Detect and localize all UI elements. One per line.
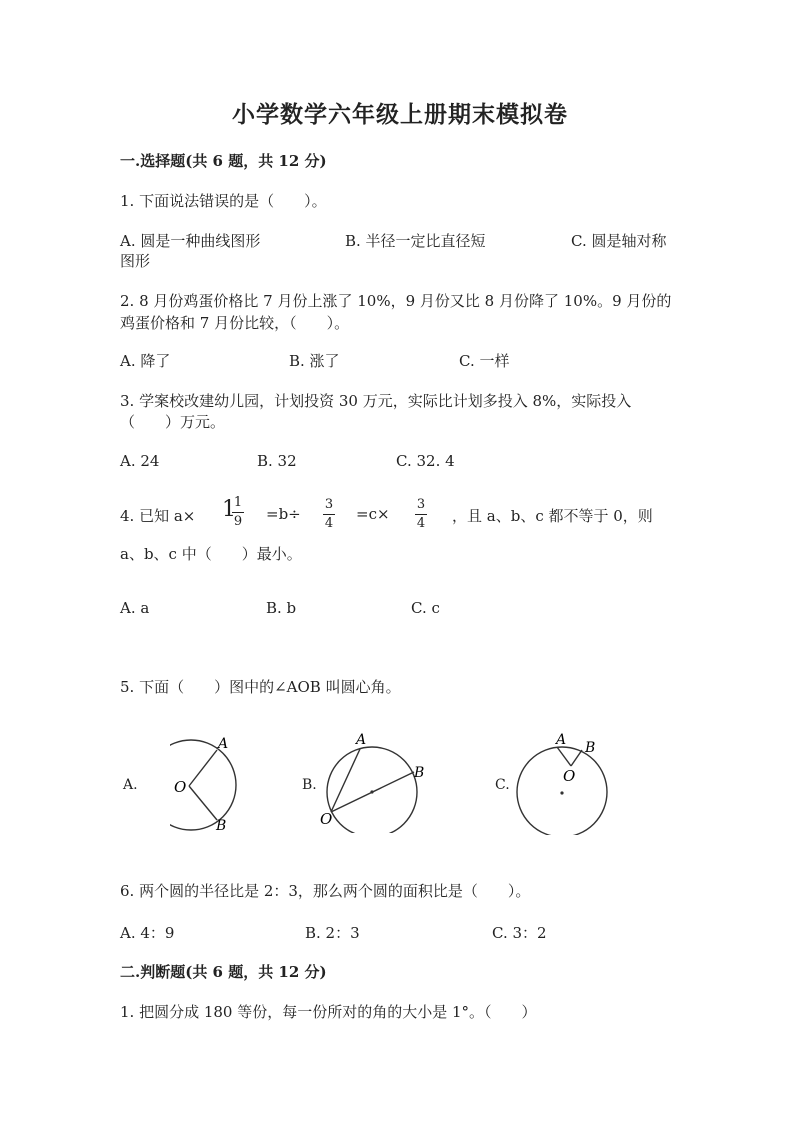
question-4-fraction-2-denominator: 4 [416,516,426,531]
figure-c-center-dot [560,791,563,794]
question-2-option-a: A. 降了 [120,352,171,370]
question-4-mixed-numerator: 1 [233,495,243,510]
question-4-fraction-1-denominator: 4 [324,516,334,531]
question-4-mixed-fraction [232,495,244,530]
question-4-stem-line2: a、b、c 中（ ）最小。 [120,545,302,563]
fraction-bar [415,514,427,515]
figure-c-point-b: B [585,740,596,756]
question-1-option-c-continued: 图形 [120,252,151,270]
figure-a-point-o: O [174,778,187,796]
question-2-stem-line1: 2. 8 月份鸡蛋价格比 7 月份上涨了 10%，9 月份又比 8 月份降了 10%。9 月份的 [120,292,672,310]
question-4-fraction-1 [323,497,335,532]
fraction-bar [232,512,244,513]
page-title: 小学数学六年级上册期末模拟卷 [232,101,568,128]
figure-c-segment-ao [557,747,571,766]
section-heading-choice: 一.选择题(共 6 题，共 12 分) [120,152,327,170]
question-4-equals-c: =c× [356,505,390,523]
figure-a-point-a: A [218,736,229,752]
question-6-option-c: C. 3：2 [492,924,547,942]
question-3-option-b: B. 32 [257,452,297,470]
figure-b-chord-ob [331,772,414,812]
fraction-bar [323,514,335,515]
question-3-stem-line1: 3. 学案校改建幼儿园，计划投资 30 万元，实际比计划多投入 8%，实际投入 [120,392,632,410]
question-5-figure-c [505,730,620,835]
figure-b-point-o: O [320,810,333,828]
figure-c-point-o: O [563,767,576,785]
question-3-stem-line2: （ ）万元。 [120,413,226,431]
question-2-option-b: B. 涨了 [289,352,340,370]
question-4-equals-b: =b÷ [266,505,301,523]
question-2-option-c: C. 一样 [459,352,510,370]
question-4-option-a: A. a [120,599,150,617]
question-1-option-b: B. 半径一定比直径短 [345,232,486,250]
section-heading-judgment: 二.判断题(共 6 题，共 12 分) [120,963,327,981]
question-4-fraction-2-numerator: 3 [416,497,426,512]
question-5-figure-a-label: A. [123,777,138,793]
figure-c-segment-ob [571,750,582,766]
question-3-option-c: C. 32. 4 [396,452,455,470]
question-5-figure-b-label: B. [302,777,317,793]
question-4-fraction-2 [415,497,427,532]
question-3-option-a: A. 24 [120,452,160,470]
figure-a-point-b: B [216,818,227,834]
figure-a-radius-oa [189,750,217,786]
question-4-option-c: C. c [411,599,440,617]
question-4-prefix: 4. 已知 a× [120,507,196,525]
figure-b-point-a: A [356,732,367,748]
question-6-option-b: B. 2：3 [305,924,360,942]
question-5-stem: 5. 下面（ ）图中的∠AOB 叫圆心角。 [120,678,401,696]
question-4-fraction-1-numerator: 3 [324,497,334,512]
judgment-1-stem: 1. 把圆分成 180 等份，每一份所对的角的大小是 1°。（ ） [120,1003,537,1021]
question-4-mixed-denominator: 9 [233,514,243,529]
question-4-mixed-integer: 1 [222,497,236,522]
question-1-option-a: A. 圆是一种曲线图形 [120,232,261,250]
question-6-stem: 6. 两个圆的半径比是 2：3，那么两个圆的面积比是（ ）。 [120,882,531,900]
question-4-option-b: B. b [266,599,297,617]
question-6-option-a: A. 4：9 [120,924,175,942]
question-1-stem: 1. 下面说法错误的是（ ）。 [120,192,327,210]
question-5-figure-a [170,730,260,840]
question-4-suffix: ，且 a、b、c 都不等于 0，则 [452,507,653,525]
figure-c-point-a: A [556,732,567,748]
figure-b-point-b: B [414,765,425,781]
question-5-figure-b [310,728,435,833]
question-2-stem-line2: 鸡蛋价格和 7 月份比较，（ ）。 [120,314,350,332]
figure-a-radius-ob [189,786,217,820]
figure-b-chord-oa [331,749,360,812]
figure-c-circle [517,747,607,835]
question-1-option-c: C. 圆是轴对称 [571,232,667,250]
question-5-figure-c-label: C. [495,777,510,793]
